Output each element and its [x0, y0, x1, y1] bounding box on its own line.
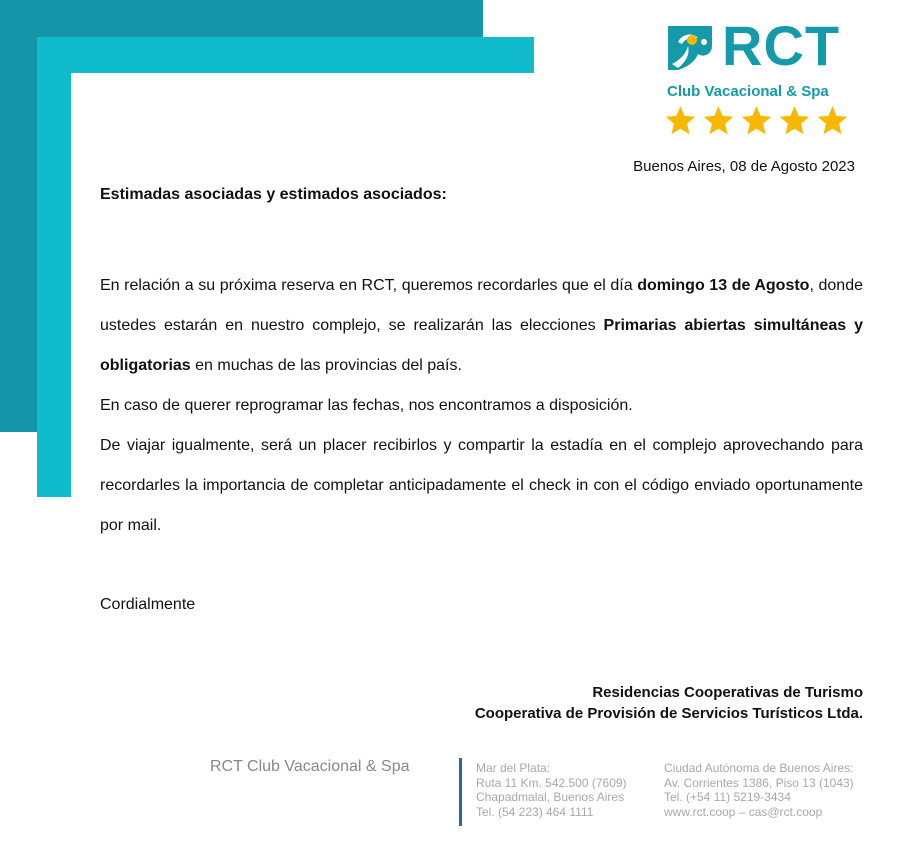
footer-brand: RCT Club Vacacional & Spa [210, 758, 410, 775]
letter-body [100, 266, 863, 546]
star-icon [702, 104, 735, 137]
footer-divider [459, 758, 462, 826]
paragraph-checkin: De viajar igualmente, será un placer recibirlos y compartir la estadía en el complejo aprovechando para recordarles la importancia de completar anticipadamente el check in con el código enviado oportunamente por mail. [100, 437, 863, 534]
footer-address-caba: Ciudad Autónoma de Buenos Aires: Av. Corrientes 1386, Piso 13 (1043) Tel. (+54 11) 5219-3434 www.rct.coop – cas@rct.coop [664, 761, 854, 819]
rating-stars [664, 104, 849, 137]
star-icon [816, 104, 849, 137]
logo-mark-icon [664, 24, 716, 72]
signature [475, 682, 863, 724]
greeting: Estimadas asociadas y estimados asociados: [100, 186, 447, 203]
star-icon [778, 104, 811, 137]
highlight-date: domingo 13 de Agosto [637, 277, 810, 294]
closing: Cordialmente [100, 596, 196, 613]
logo-subtitle: Club Vacacional & Spa [667, 83, 829, 100]
star-icon [740, 104, 773, 137]
logo-wordmark: RCT [722, 14, 841, 77]
signature-line-2: Cooperativa de Provisión de Servicios Turísticos Ltda. [474, 705, 863, 722]
footer-address-mar-del-plata: Mar del Plata: Ruta 11 Km. 542.500 (7609) Chapadmalal, Buenos Aires Tel. (54 223) 464 1111 [476, 761, 627, 819]
rct-logo [664, 14, 854, 140]
paragraph-reschedule: En caso de querer reprogramar las fechas, nos encontramos a disposición. [100, 397, 633, 414]
paragraph-elections: En relación a su próxima reserva en RCT, queremos recordarles que el día domingo 13 de Agosto, donde ustedes estarán en nuestro complejo, se realizarán las elecciones Primarias abiertas simultáneas y obligatorias en muchas de las provincias del país. [100, 277, 863, 374]
highlight-elections: Primarias abiertas simultáneas y obligatorias [100, 317, 863, 374]
star-icon [664, 104, 697, 137]
signature-line-1: Residencias Cooperativas de Turismo [592, 684, 863, 701]
letter-date: Buenos Aires, 08 de Agosto 2023 [633, 158, 855, 175]
